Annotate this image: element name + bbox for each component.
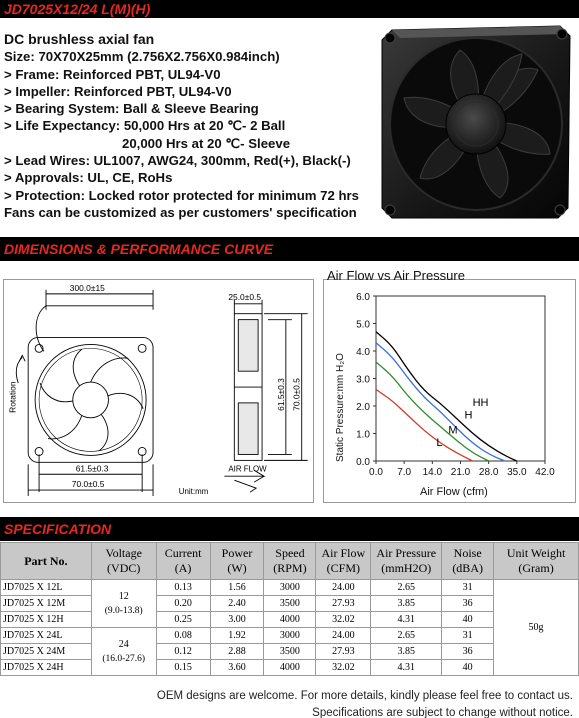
x-tick-label: 0.0	[369, 467, 383, 478]
cell-noise: 31	[442, 628, 494, 644]
cell-airflow: 32.02	[316, 660, 371, 676]
y-tick-label: 0.0	[356, 457, 370, 468]
cell-pressure: 2.65	[371, 628, 442, 644]
title-band	[0, 0, 579, 18]
cell-power: 3.00	[210, 612, 264, 628]
plot-area	[376, 296, 545, 461]
cell-power: 3.60	[210, 660, 264, 676]
cell-part: JD7025 X 24M	[1, 644, 92, 660]
performance-curve-chart	[323, 264, 576, 504]
cell-power: 1.56	[210, 580, 264, 596]
cell-pressure: 4.31	[371, 660, 442, 676]
cell-airflow: 32.02	[316, 612, 371, 628]
table-row	[1, 628, 579, 644]
cell-part: JD7025 X 24H	[1, 660, 92, 676]
cell-noise: 36	[442, 596, 494, 612]
spec-line-approvals: > Approvals: UL, CE, RoHs	[4, 170, 173, 186]
cell-part: JD7025 X 12L	[1, 580, 92, 596]
cell-airflow: 24.00	[316, 628, 371, 644]
rotation-label: Rotation	[7, 381, 18, 413]
hole-pitch-h-dim: 61.5±0.3	[75, 463, 109, 474]
footer-oem-note: OEM designs are welcome. For more details, kindly please feel free to contact us.	[156, 690, 573, 702]
cell-part: JD7025 X 24L	[1, 628, 92, 644]
table-row	[1, 596, 579, 612]
cell-pressure: 3.85	[371, 644, 442, 660]
spec-line-life-sleeve: 20,000 Hrs at 20 ℃- Sleeve	[122, 135, 291, 151]
x-tick-label: 42.0	[535, 467, 555, 478]
cell-speed: 4000	[264, 660, 316, 676]
spec-line-frame: > Frame: Reinforced PBT, UL94-V0	[4, 66, 221, 82]
cell-speed: 4000	[264, 612, 316, 628]
cell-pressure: 4.31	[371, 612, 442, 628]
size-v-dim: 70.0±0.5	[291, 378, 302, 411]
series-line-l	[376, 390, 473, 462]
cell-noise: 31	[442, 580, 494, 596]
cell-noise: 40	[442, 660, 494, 676]
col-header-power: Power (W)	[210, 543, 264, 580]
table-row	[1, 580, 579, 596]
cell-speed: 3000	[264, 628, 316, 644]
product-type-title: DC brushless axial fan	[4, 31, 155, 47]
x-tick-label: 7.0	[397, 467, 412, 478]
dimensions-section-band	[0, 237, 579, 261]
series-line-hh	[376, 332, 517, 461]
col-header-part-no: Part No.	[1, 543, 92, 580]
cell-pressure: 2.65	[371, 580, 442, 596]
cell-noise: 36	[442, 644, 494, 660]
cell-current: 0.13	[156, 580, 210, 596]
cell-noise: 40	[442, 612, 494, 628]
spec-line-lead-wires: > Lead Wires: UL1007, AWG24, 300mm, Red(+), Black(-)	[4, 153, 351, 169]
x-tick-label: 14.0	[422, 467, 443, 478]
cell-current: 0.20	[156, 596, 210, 612]
cell-power: 1.92	[210, 628, 264, 644]
x-tick-label: 21.0	[450, 467, 471, 478]
y-tick-label: 6.0	[356, 292, 370, 303]
cell-part: JD7025 X 12H	[1, 612, 92, 628]
cell-weight: 50g	[494, 580, 579, 676]
chart-title: Air Flow vs Air Pressure	[327, 268, 465, 283]
cell-speed: 3500	[264, 596, 316, 612]
footer-notes	[157, 688, 573, 718]
table-header-row	[1, 543, 579, 580]
cell-airflow: 27.93	[316, 596, 371, 612]
airflow-label: AIR FLOW	[228, 464, 267, 474]
cell-airflow: 24.00	[316, 580, 371, 596]
fan-product-photo	[378, 22, 574, 222]
spec-line-life-ball: > Life Expectancy: 50,000 Hrs at 20 ℃- 2 Ball	[4, 118, 286, 134]
cell-current: 0.15	[156, 660, 210, 676]
table-row	[1, 612, 579, 628]
specification-table	[0, 542, 579, 676]
specification-section-band	[0, 517, 579, 541]
spec-line-customization: Fans can be customized as per customers' specification	[4, 204, 357, 220]
cell-voltage-12: 12 (9.0-13.8)	[91, 580, 156, 628]
cell-current: 0.08	[156, 628, 210, 644]
chart-x-axis-label: Air Flow (cfm)	[420, 486, 488, 498]
cell-power: 2.88	[210, 644, 264, 660]
product-description	[4, 31, 376, 221]
cell-speed: 3500	[264, 644, 316, 660]
table-row	[1, 644, 579, 660]
col-header-voltage: Voltage (VDC)	[91, 543, 156, 580]
cell-part: JD7025 X 12M	[1, 596, 92, 612]
spec-line-impeller: > Impeller: Reinforced PBT, UL94-V0	[4, 83, 232, 99]
dimensions-section-title: DIMENSIONS & PERFORMANCE CURVE	[4, 241, 274, 257]
col-header-airflow: Air Flow (CFM)	[316, 543, 371, 580]
cell-airflow: 27.93	[316, 644, 371, 660]
cell-pressure: 3.85	[371, 596, 442, 612]
model-title: JD7025X12/24 L(M)(H)	[4, 1, 151, 17]
col-header-weight: Unit Weight (Gram)	[494, 543, 579, 580]
table-row	[1, 660, 579, 676]
y-tick-label: 2.0	[356, 402, 370, 413]
spec-line-size: Size: 70X70X25mm (2.756X2.756X0.984inch)	[4, 49, 280, 65]
dimension-drawing	[3, 279, 314, 503]
size-h-dim: 70.0±0.5	[71, 479, 105, 490]
footer-change-notice: Specifications are subject to change without notice.	[312, 707, 573, 718]
specification-section-title: SPECIFICATION	[4, 521, 112, 537]
lead-length-dim: 300.0±15	[69, 282, 105, 293]
x-tick-label: 28.0	[478, 467, 499, 478]
hole-pitch-v-dim: 61.5±0.3	[275, 378, 286, 411]
cell-current: 0.12	[156, 644, 210, 660]
col-header-speed: Speed (RPM)	[264, 543, 316, 580]
chart-y-axis-label: Static Pressure:mm H₂O	[335, 353, 346, 462]
y-tick-label: 3.0	[356, 374, 370, 386]
series-label-hh: HH	[472, 397, 489, 409]
y-tick-label: 1.0	[356, 429, 370, 441]
series-label-m: M	[448, 424, 458, 437]
y-tick-label: 5.0	[356, 319, 370, 331]
x-tick-label: 35.0	[507, 467, 527, 478]
col-header-noise: Noise (dBA)	[442, 543, 494, 580]
col-header-current: Current (A)	[156, 543, 210, 580]
series-label-l: L	[436, 436, 443, 449]
col-header-pressure: Air Pressure (mmH2O)	[371, 543, 442, 580]
spec-line-protection: > Protection: Locked rotor protected for minimum 72 hrs	[4, 187, 360, 203]
unit-label: Unit:mm	[178, 487, 209, 497]
cell-current: 0.25	[156, 612, 210, 628]
series-label-h: H	[464, 409, 473, 422]
y-tick-label: 4.0	[356, 347, 370, 358]
thickness-dim: 25.0±0.5	[228, 291, 262, 302]
cell-voltage-24: 24 (16.0-27.6)	[91, 628, 156, 676]
cell-power: 2.40	[210, 596, 264, 612]
spec-line-bearing: > Bearing System: Ball & Sleeve Bearing	[4, 101, 259, 117]
cell-speed: 3000	[264, 580, 316, 596]
